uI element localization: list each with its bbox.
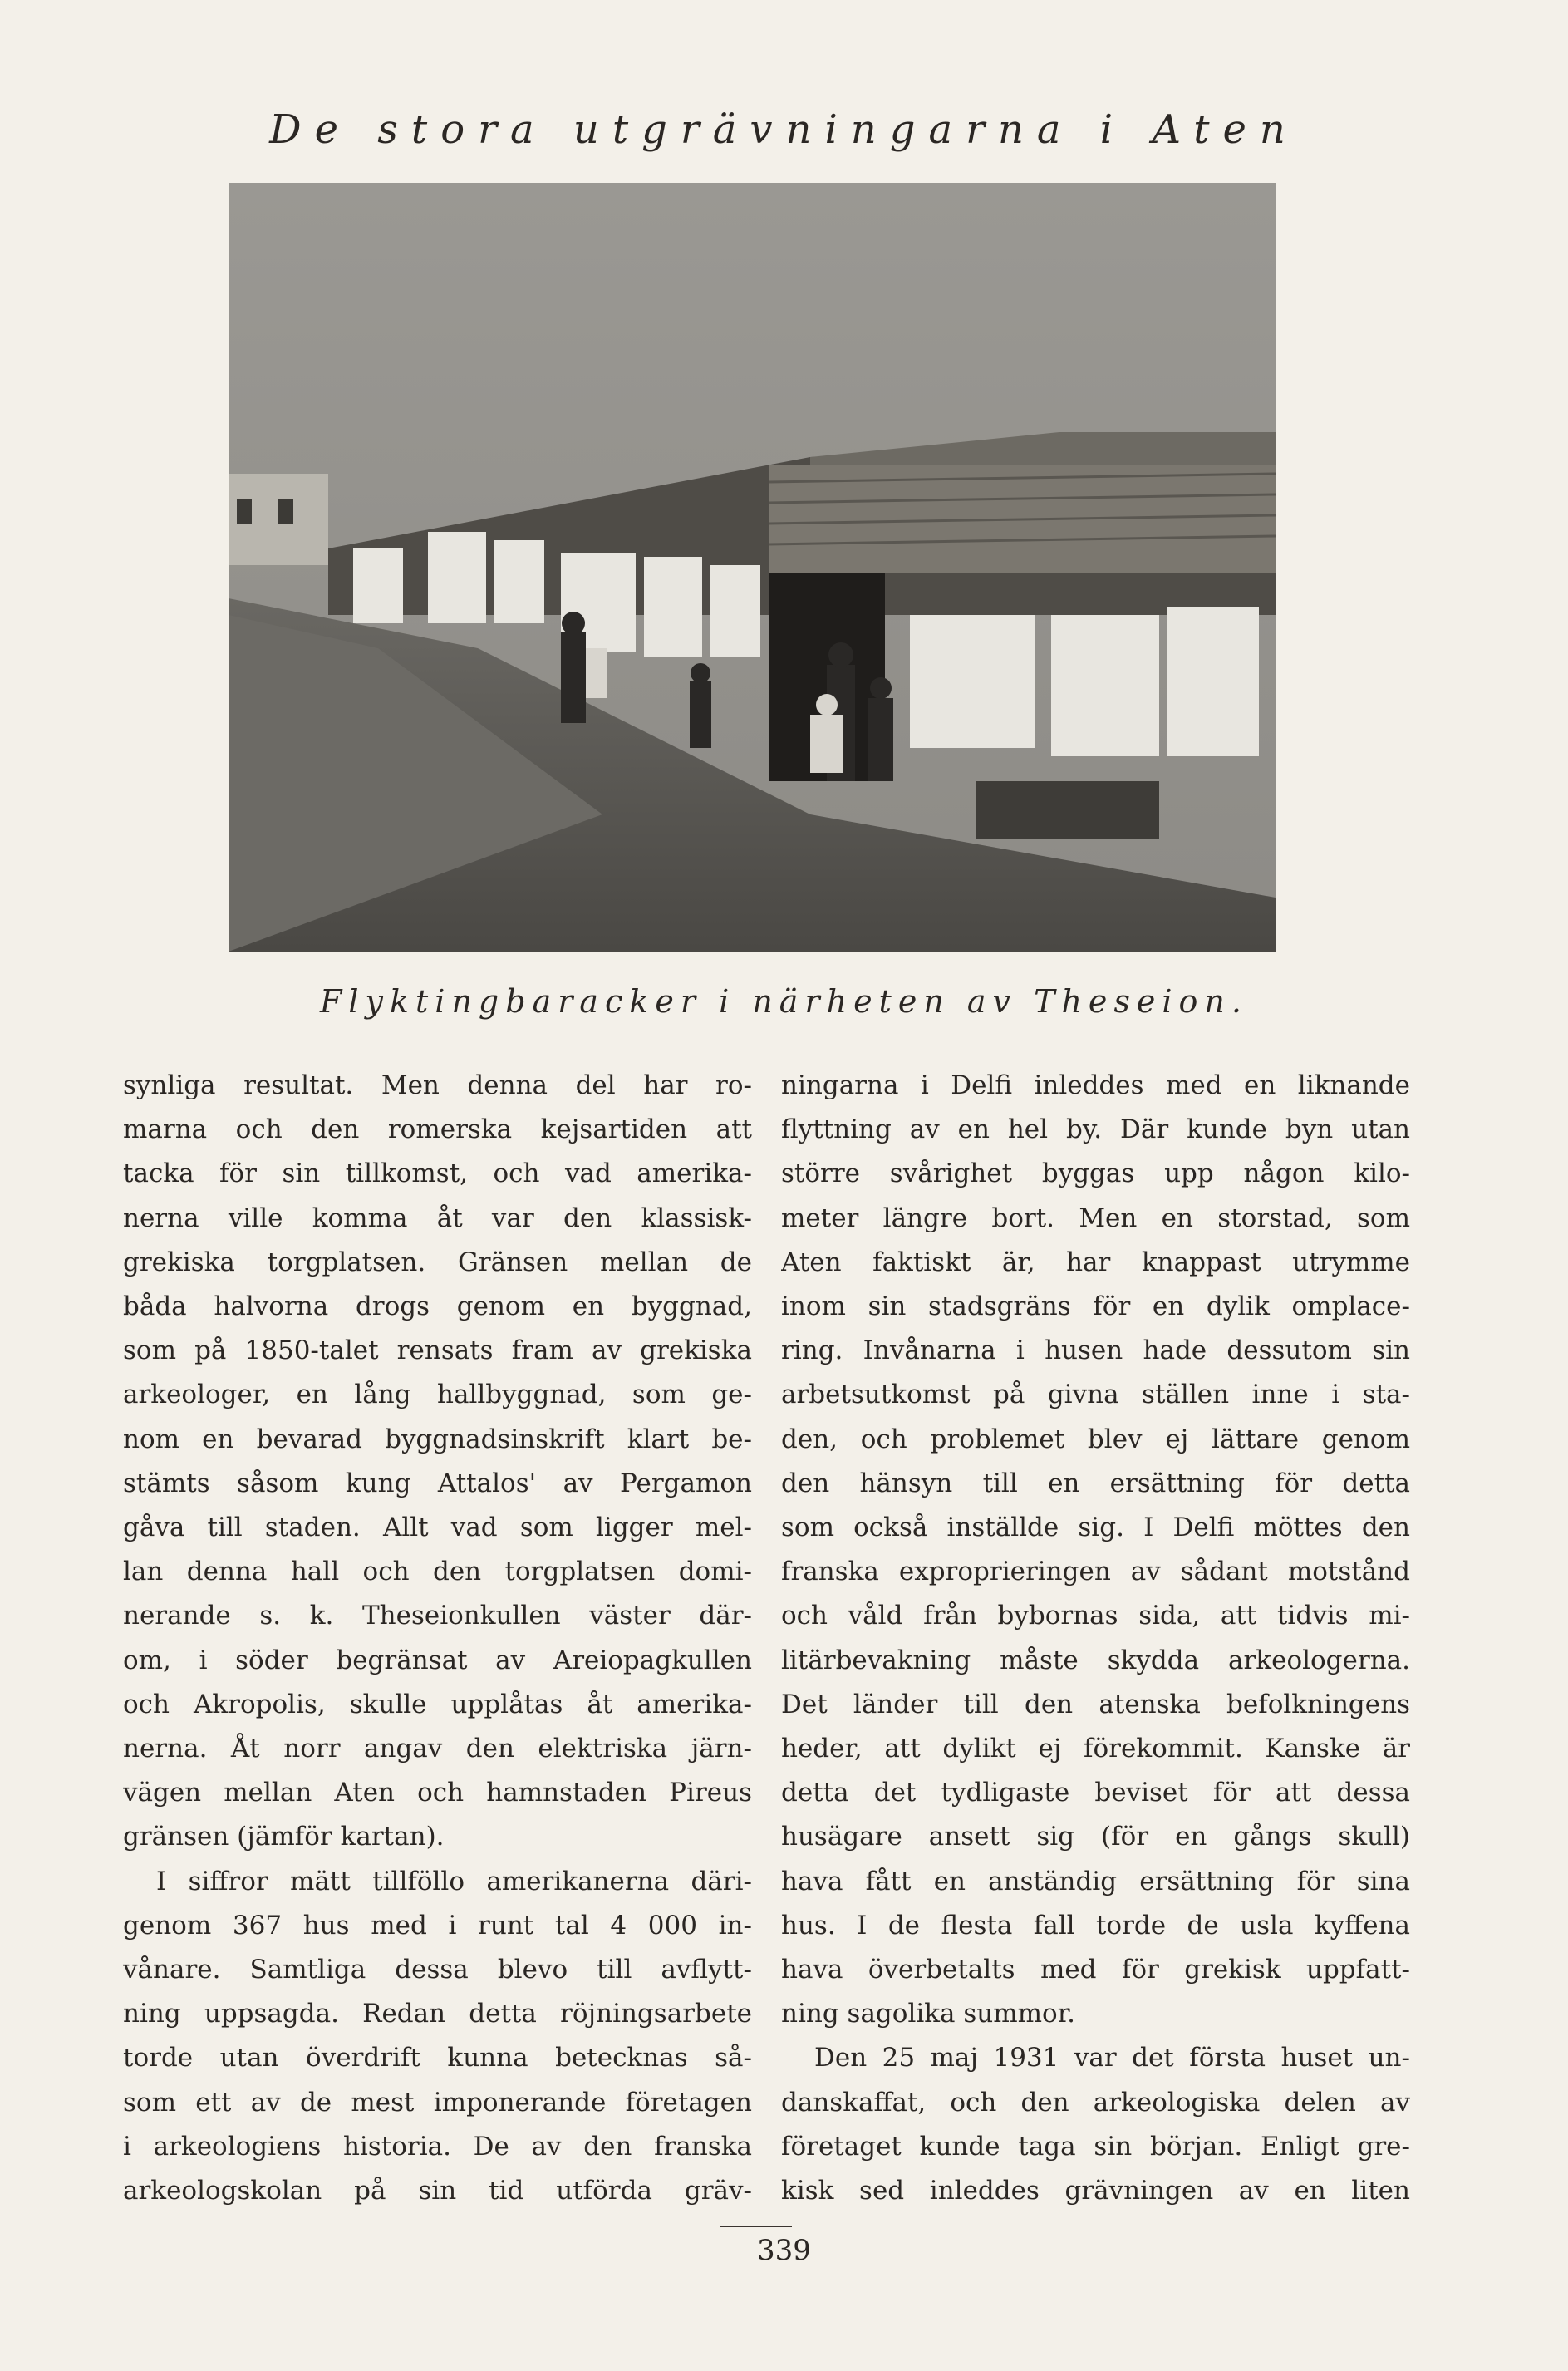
text-line: vånare. Samtliga dessa blevo till avflytt- [123, 1955, 752, 1985]
text-line: hus. I de flesta fall torde de usla kyffena [781, 1910, 1410, 1941]
text-line: hava överbetalts med för grekisk uppfatt- [781, 1955, 1410, 1985]
text-line: ningarna i Delfi inleddes med en liknande [781, 1070, 1410, 1100]
text-line: danskaffat, och den arkeologiska delen av [781, 2087, 1410, 2118]
text-line: ning uppsagda. Redan detta röjningsarbete [123, 1999, 752, 2029]
text-line: nerna ville komma åt var den klassisk- [123, 1203, 752, 1233]
page-number-rule [720, 2226, 792, 2227]
text-line: lan denna hall och den torgplatsen domi- [123, 1557, 752, 1587]
text-line: torde utan överdrift kunna betecknas så- [123, 2043, 752, 2073]
photograph-refugee-barracks [229, 183, 1276, 952]
text-line: stämts såsom kung Attalos' av Pergamon [123, 1468, 752, 1498]
text-line: inom sin stadsgräns för en dylik omplace- [781, 1291, 1410, 1322]
text-line: genom 367 hus med i runt tal 4 000 in- [123, 1910, 752, 1941]
text-line: marna och den romerska kejsartiden att [123, 1114, 752, 1145]
text-line: I siffror mätt tillföllo amerikanerna däri- [156, 1866, 752, 1896]
text-line: flyttning av en hel by. Där kunde byn utan [781, 1114, 1410, 1145]
text-line: vägen mellan Aten och hamnstaden Pireus [123, 1778, 752, 1808]
text-line: ring. Invånarna i husen hade dessutom sin [781, 1336, 1410, 1366]
text-line: heder, att dylikt ej förekommit. Kanske är [781, 1734, 1410, 1764]
text-line: nerna. Åt norr angav den elektriska järn- [123, 1734, 752, 1764]
text-line: i arkeologiens historia. De av den franska [123, 2131, 752, 2162]
text-line: Det länder till den atenska befolkningens [781, 1689, 1410, 1719]
text-line: meter längre bort. Men en storstad, som [781, 1203, 1410, 1233]
text-line: tacka för sin tillkomst, och vad amerika- [123, 1158, 752, 1189]
right-column [781, 1064, 1410, 2213]
text-line: detta det tydligaste beviset för att dessa [781, 1778, 1410, 1808]
text-line: den, och problemet blev ej lättare genom [781, 1424, 1410, 1454]
running-head: De stora utgrävningarna i Aten [269, 106, 1299, 153]
text-line: litärbevakning måste skydda arkeologerna. [781, 1645, 1410, 1675]
text-line: Aten faktiskt är, har knappast utrymme [781, 1247, 1410, 1277]
text-line: arbetsutkomst på givna ställen inne i sta- [781, 1380, 1410, 1410]
text-line: Den 25 maj 1931 var det första huset un- [814, 2043, 1410, 2073]
photograph-icon [229, 183, 1276, 952]
text-line: husägare ansett sig (för en gångs skull) [781, 1822, 1410, 1852]
text-line: gränsen (jämför kartan). [123, 1822, 445, 1852]
text-line: den hänsyn till en ersättning för detta [781, 1468, 1410, 1498]
text-line: arkeologer, en lång hallbyggnad, som ge- [123, 1380, 752, 1410]
text-line: arkeologskolan på sin tid utförda gräv- [123, 2176, 752, 2206]
text-line: företaget kunde taga sin början. Enligt gre- [781, 2131, 1410, 2162]
left-column [123, 1064, 752, 2213]
text-line: om, i söder begränsat av Areiopagkullen [123, 1645, 752, 1675]
text-line: och Akropolis, skulle upplåtas åt amerika- [123, 1689, 752, 1719]
body-text [123, 1064, 1428, 2211]
text-line: gåva till staden. Allt vad som ligger mel- [123, 1513, 752, 1543]
text-line: kisk sed inleddes grävningen av en liten [781, 2176, 1410, 2206]
text-line: hava fått en anständig ersättning för sina [781, 1866, 1410, 1896]
text-line: nom en bevarad byggnadsinskrift klart be- [123, 1424, 752, 1454]
text-line: som också inställde sig. I Delfi möttes den [781, 1513, 1410, 1543]
text-line: som ett av de mest imponerande företagen [123, 2087, 752, 2118]
figure-caption: Flyktingbaracker i närheten av Theseion. [320, 983, 1248, 1020]
text-line: större svårighet byggas upp någon kilo- [781, 1158, 1410, 1189]
text-line: båda halvorna drogs genom en byggnad, [123, 1291, 752, 1322]
text-line: synliga resultat. Men denna del har ro- [123, 1070, 752, 1100]
text-line: grekiska torgplatsen. Gränsen mellan de [123, 1247, 752, 1277]
page-number: 339 [757, 2234, 811, 2267]
text-line: nerande s. k. Theseionkullen väster där- [123, 1601, 752, 1631]
text-line: som på 1850-talet rensats fram av grekiska [123, 1336, 752, 1366]
text-line: franska exproprieringen av sådant motstånd [781, 1557, 1410, 1587]
text-line: ning sagolika summor. [781, 1999, 1075, 2029]
text-line: och våld från bybornas sida, att tidvis mi- [781, 1601, 1410, 1631]
